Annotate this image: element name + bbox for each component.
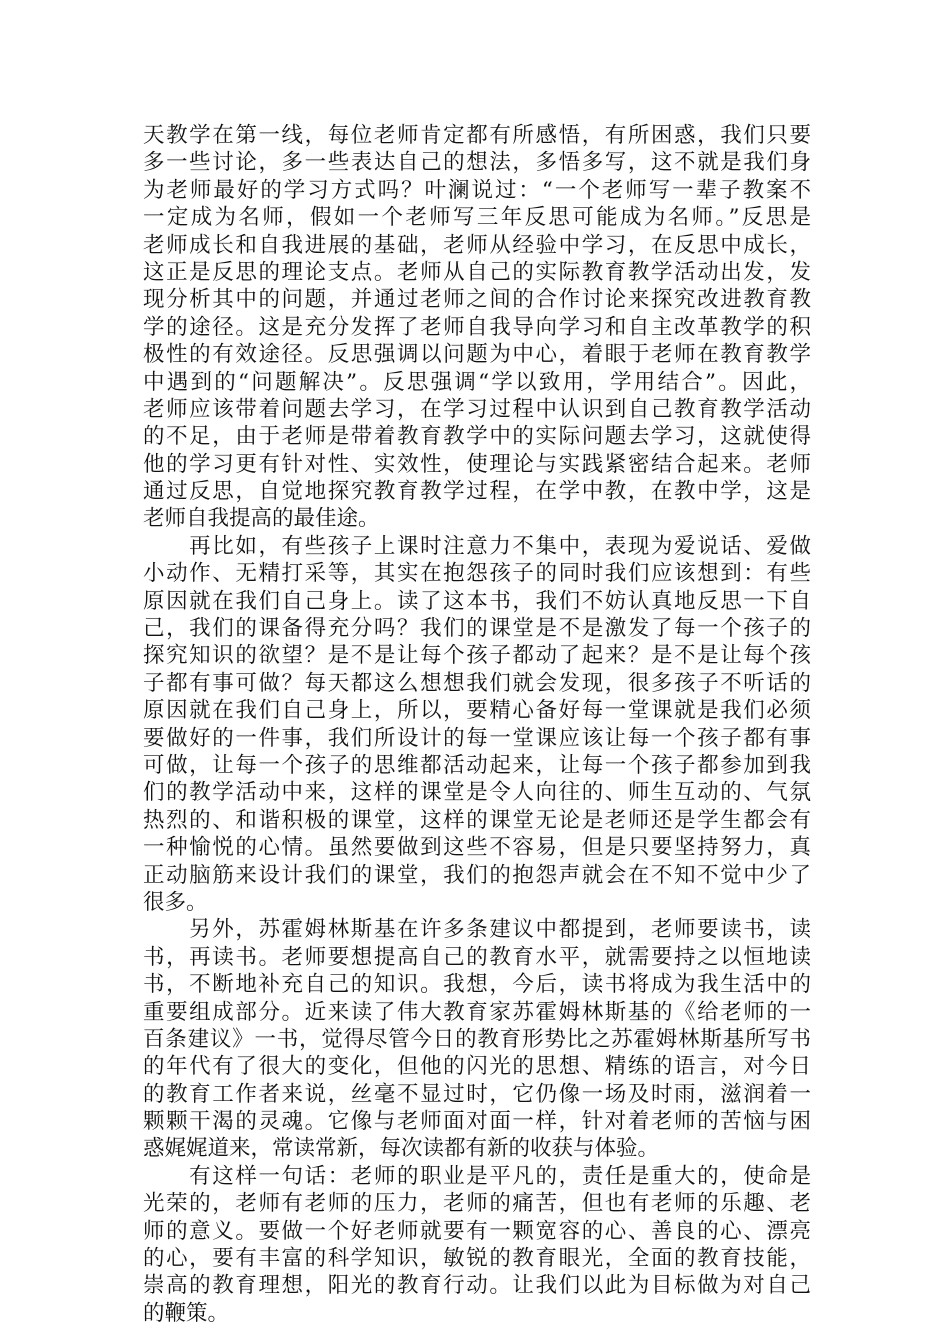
paragraph-3 — [143, 916, 811, 1163]
text-line: 有这样一句话：老师的职业是平凡的，责任是重大的，使命是 — [143, 1163, 811, 1189]
text-line: 百条建议》一书，觉得尽管今日的教育形势比之苏霍姆林斯基所写书 — [143, 1026, 811, 1052]
text-line: 老师成长和自我进展的基础，老师从经验中学习，在反思中成长， — [143, 232, 811, 258]
text-line: 的年代有了很大的变化，但他的闪光的思想、精练的语言，对今日 — [143, 1054, 811, 1080]
text-line: 一定成为名师，假如一个老师写三年反思可能成为名师。”反思是 — [143, 205, 811, 231]
text-line: 很多。 — [143, 889, 208, 915]
text-line: 原因就在我们自己身上，所以，要精心备好每一堂课就是我们必须 — [143, 698, 811, 724]
text-line: 崇高的教育理想，阳光的教育行动。让我们以此为目标做为对自己 — [143, 1273, 811, 1299]
text-line: 探究知识的欲望？是不是让每个孩子都动了起来？是不是让每个孩 — [143, 643, 811, 669]
text-line: 老师自我提高的最佳途。 — [143, 506, 380, 532]
text-line: 现分析其中的问题，并通过老师之间的合作讨论来探究改进教育教 — [143, 287, 811, 313]
text-line: 热烈的、和谐积极的课堂，这样的课堂无论是老师还是学生都会有 — [143, 807, 811, 833]
text-line: 为老师最好的学习方式吗？叶澜说过：“一个老师写一辈子教案不 — [143, 177, 811, 203]
paragraph-1 — [143, 122, 811, 533]
text-line: 原因就在我们自己身上。读了这本书，我们不妨认真地反思一下自 — [143, 588, 811, 614]
text-line: 的教育工作者来说，丝毫不显过时，它仍像一场及时雨，滋润着一 — [143, 1081, 811, 1107]
text-line: 小动作、无精打采等，其实在抱怨孩子的同时我们应该想到：有些 — [143, 561, 811, 587]
text-line: 的鞭策。 — [143, 1300, 230, 1326]
paragraph-2 — [143, 533, 811, 916]
text-line: 子都有事可做？每天都这么想想我们就会发现，很多孩子不听话的 — [143, 670, 811, 696]
text-line: 学的途径。这是充分发挥了老师自我导向学习和自主改革教学的积 — [143, 314, 811, 340]
text-line: 极性的有效途径。反思强调以问题为中心，着眼于老师在教育教学 — [143, 342, 811, 368]
text-line: 一种愉悦的心情。虽然要做到这些不容易，但是只要坚持努力，真 — [143, 835, 811, 861]
text-line: 他的学习更有针对性、实效性，使理论与实践紧密结合起来。老师 — [143, 451, 811, 477]
text-line: 书，不断地补充自己的知识。我想，今后，读书将成为我生活中的 — [143, 972, 811, 998]
text-line: 这正是反思的理论支点。老师从自己的实际教育教学活动出发，发 — [143, 259, 811, 285]
text-line: 要做好的一件事，我们所设计的每一堂课应该让每一个孩子都有事 — [143, 725, 811, 751]
text-line: 颗颗干渴的灵魂。它像与老师面对面一样，针对着老师的苦恼与困 — [143, 1109, 811, 1135]
text-line: 中遇到的“问题解决”。反思强调“学以致用，学用结合”。因此， — [143, 369, 811, 395]
text-line: 重要组成部分。近来读了伟大教育家苏霍姆林斯基的《给老师的一 — [143, 999, 811, 1025]
text-line: 光荣的，老师有老师的压力，老师的痛苦，但也有老师的乐趣、老 — [143, 1191, 811, 1217]
text-line: 天教学在第一线，每位老师肯定都有所感悟，有所困惑，我们只要 — [143, 123, 811, 148]
text-line: 老师应该带着问题去学习，在学习过程中认识到自己教育教学活动 — [143, 396, 811, 422]
text-line: 的心，要有丰富的科学知识，敏锐的教育眼光，全面的教育技能， — [143, 1246, 811, 1272]
text-line: 多一些讨论，多一些表达自己的想法，多悟多写，这不就是我们身 — [143, 150, 811, 176]
text-line: 另外，苏霍姆林斯基在许多条建议中都提到，老师要读书，读 — [143, 917, 811, 943]
text-line: 们的教学活动中来，这样的课堂是令人向往的、师生互动的、气氛 — [143, 780, 811, 806]
text-line: 的不足，由于老师是带着教育教学中的实际问题去学习，这就使得 — [143, 424, 811, 450]
text-line: 己，我们的课备得充分吗？我们的课堂是不是激发了每一个孩子的 — [143, 616, 811, 642]
text-line: 师的意义。要做一个好老师就要有一颗宽容的心、善良的心、漂亮 — [143, 1218, 811, 1244]
text-line: 再比如，有些孩子上课时注意力不集中，表现为爱说话、爱做 — [143, 533, 811, 559]
text-line: 可做，让每一个孩子的思维都活动起来，让每一个孩子都参加到我 — [143, 752, 811, 778]
text-line: 通过反思，自觉地探究教育教学过程，在学中教，在教中学，这是 — [143, 479, 811, 505]
document-page — [143, 122, 811, 1327]
paragraph-4 — [143, 1163, 811, 1327]
text-line: 书，再读书。老师要想提高自己的教育水平，就需要持之以恒地读 — [143, 944, 811, 970]
text-line: 惑娓娓道来，常读常新，每次读都有新的收获与体验。 — [143, 1136, 660, 1162]
text-line: 正动脑筋来设计我们的课堂，我们的抱怨声就会在不知不觉中少了 — [143, 862, 811, 888]
